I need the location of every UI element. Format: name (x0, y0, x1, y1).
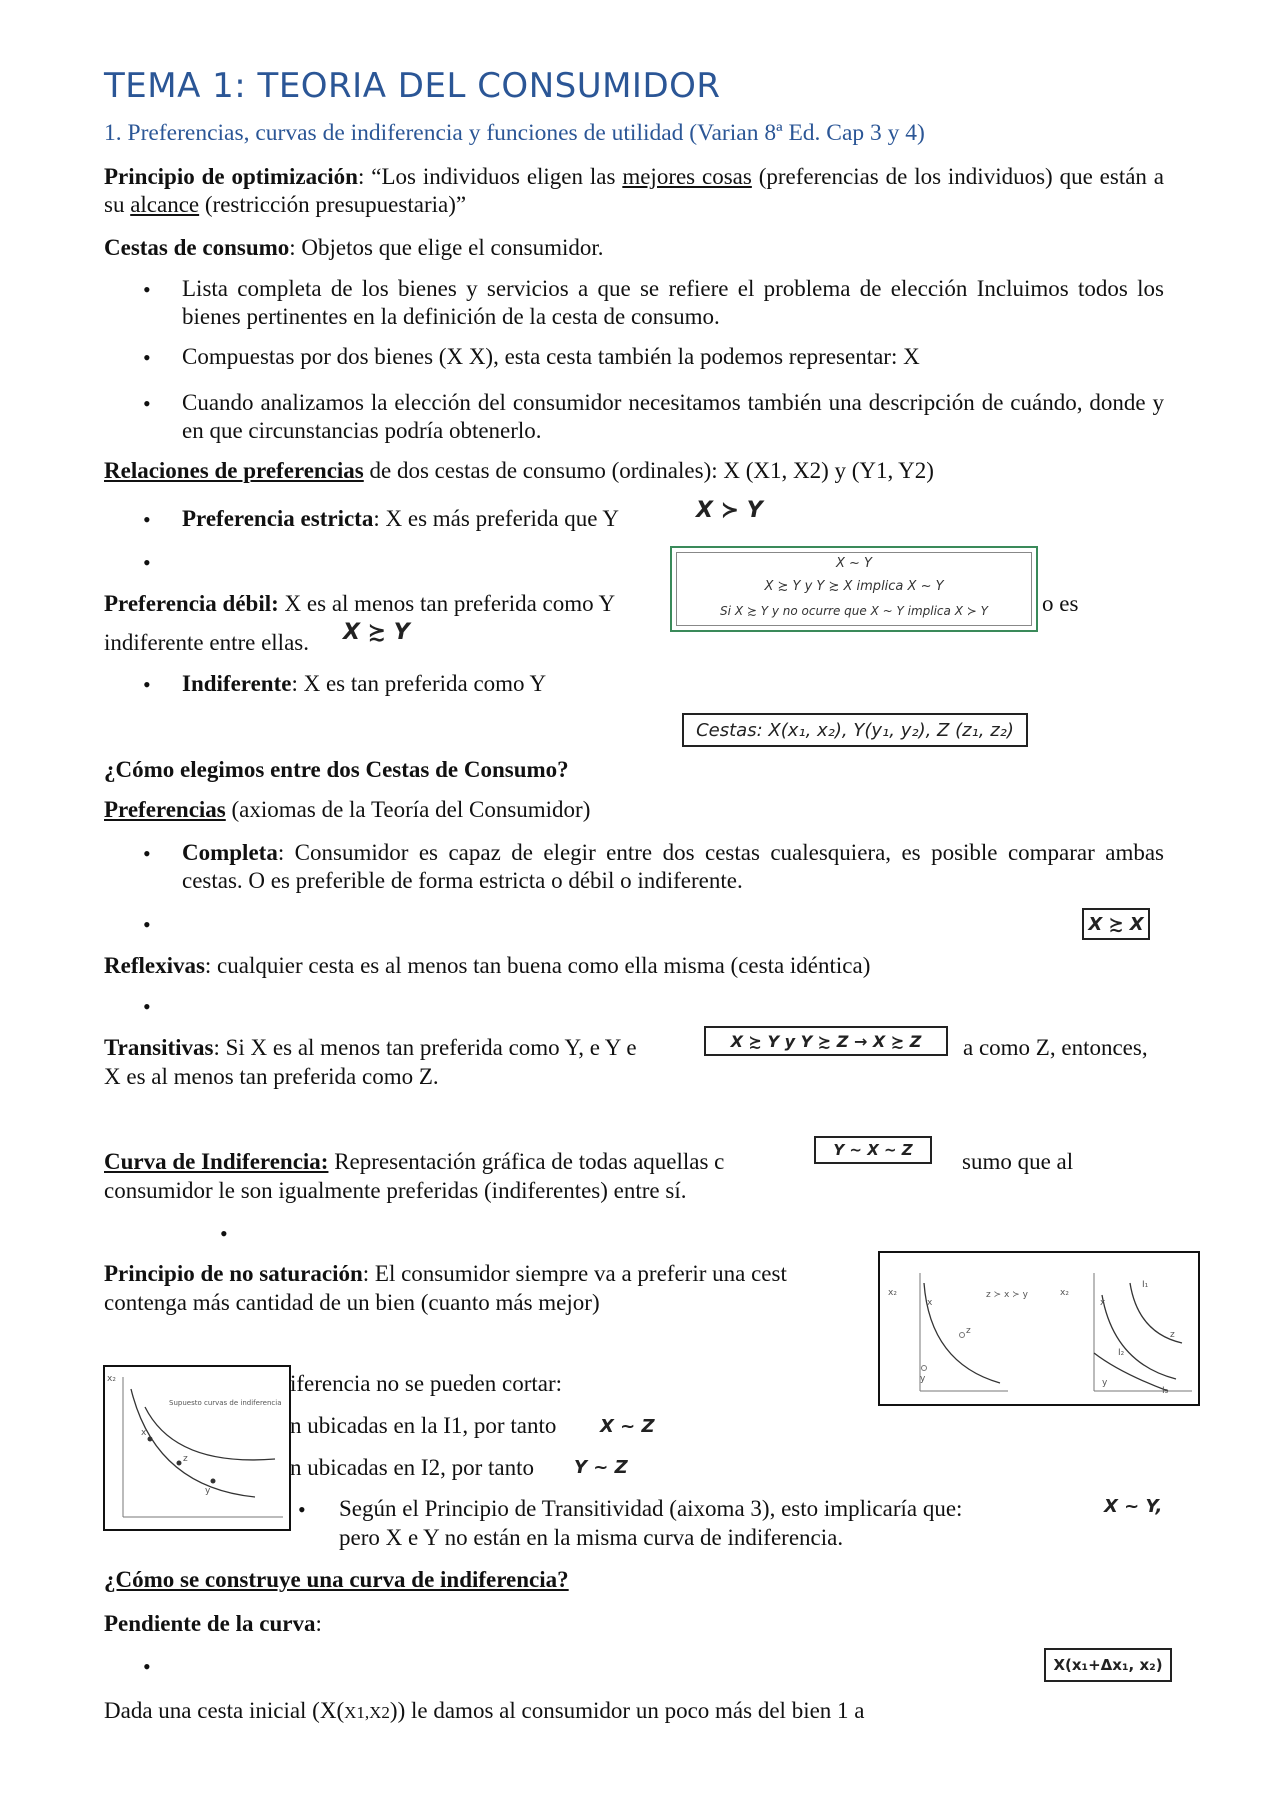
text: n ubicadas en I2, por tanto (290, 1455, 534, 1480)
transitiva-paragraph (104, 1034, 637, 1062)
math-expression: X ≿ Y (343, 620, 410, 645)
list-item: Compuestas por dos bienes (X X), esta cesta también la podemos representar: X (182, 344, 920, 369)
point-label: y (920, 1374, 926, 1384)
text: sumo que al (962, 1149, 1074, 1174)
definition-line: X ≿ Y y Y ≿ X implica X ~ Y (764, 579, 944, 594)
math-expression: X ~ Z (600, 1416, 655, 1437)
definitions-box (670, 546, 1038, 632)
bullet-glyph: • (220, 1221, 228, 1246)
bullet-glyph: • (298, 1497, 306, 1522)
point-label: z (1170, 1330, 1175, 1340)
text: Representación gráfica de todas aquellas c (328, 1149, 725, 1174)
text: : (315, 1611, 322, 1636)
math-expression: X ≻ Y (696, 498, 763, 523)
bullet-glyph: • (143, 994, 151, 1019)
math-expression: Y ~ Z (574, 1457, 628, 1478)
completa-label: Completa (182, 840, 278, 865)
point-label: y (1102, 1378, 1108, 1388)
text: o es (1042, 591, 1079, 616)
text: iferencia no se pueden cortar: (290, 1371, 563, 1396)
no-saturacion-paragraph (104, 1260, 787, 1288)
text: : X es tan preferida como Y (291, 671, 547, 696)
axis-label: x₂ (888, 1288, 897, 1298)
text: X es al menos tan preferida como Z. (104, 1064, 439, 1089)
curve-label: I₃ (1162, 1386, 1169, 1396)
no-saturacion-graph (880, 1253, 1198, 1404)
pendiente-math-box: X(x₁+Δx₁, x₂) (1044, 1648, 1172, 1682)
transitiva-label: Transitivas (104, 1035, 214, 1060)
point-label: x (141, 1428, 147, 1438)
pendiente-paragraph (104, 1610, 322, 1638)
point-label: x (1100, 1298, 1106, 1308)
text: (preferencias de los individuos) que están a su (104, 164, 1165, 217)
curve-label: I₂ (1118, 1348, 1125, 1358)
section-heading: 1. Preferencias, curvas de indiferencia y funciones de utilidad (Varian 8ª Ed. Cap 3 y 4) (104, 120, 925, 146)
page-title: TEMA 1: TEORIA DEL CONSUMIDOR (104, 66, 721, 106)
text: : X es más preferida que Y (373, 506, 620, 531)
bullet-glyph: • (143, 912, 151, 937)
preferencias-label: Preferencias (104, 797, 226, 822)
text: pero X e Y no están en la misma curva de indiferencia. (339, 1525, 844, 1550)
estricta-label: Preferencia estricta (182, 506, 374, 531)
text: Dada una cesta inicial (X( (104, 1698, 345, 1723)
math-expression: X ~ Y, (1104, 1496, 1163, 1517)
text: Según el Principio de Transitividad (aixoma 3), esto implicaría que: (339, 1496, 963, 1521)
preferencias-paragraph (104, 796, 590, 824)
point-label: y (205, 1486, 211, 1496)
construye-heading: ¿Cómo se construye una curva de indiferencia? (104, 1567, 569, 1592)
relaciones-label: Relaciones de preferencias (104, 458, 364, 483)
curva-paragraph (104, 1148, 724, 1176)
curva-math-box: Y ~ X ~ Z (814, 1136, 932, 1164)
bullet-glyph: • (143, 345, 151, 370)
text: consumidor le son igualmente preferidas (indiferentes) entre sí. (104, 1178, 687, 1203)
axis-label: x₂ (107, 1374, 116, 1384)
cestas-box: Cestas: X(x₁, x₂), Y(y₁, y₂), Z (z₁, z₂) (682, 713, 1028, 747)
text: indiferente entre ellas. (104, 630, 309, 655)
text: n ubicadas en la I1, por tanto (290, 1413, 557, 1438)
point-label: z (966, 1326, 971, 1336)
relaciones-paragraph (104, 457, 934, 485)
bullet-glyph: • (143, 841, 151, 866)
small-text: X1,X2 (344, 1703, 390, 1722)
underlined-text: mejores cosas (622, 164, 752, 189)
definition-line: X ~ Y (835, 556, 872, 571)
transitiva-math-box: X ≿ Y y Y ≿ Z → X ≿ Z (704, 1026, 948, 1056)
bullet-glyph: • (143, 672, 151, 697)
point-label: z (183, 1454, 188, 1464)
bullet-glyph: • (143, 507, 151, 532)
reflexiva-label: Reflexivas (104, 953, 205, 978)
pendiente-label: Pendiente de la curva (104, 1611, 316, 1636)
optimizacion-paragraph (104, 163, 1164, 219)
text: de dos cestas de consumo (ordinales): X (X1, X2) y (Y1, Y2) (363, 458, 934, 483)
underlined-text: alcance (130, 192, 200, 217)
cortes-graph (105, 1367, 289, 1529)
figure-caption: Supuesto curvas de indiferencia (169, 1399, 282, 1407)
text: : cualquier cesta es al menos tan buena como ella misma (cesta idéntica) (204, 953, 871, 978)
ranking-label: z ≻ x ≻ y (986, 1290, 1028, 1300)
debil-paragraph (104, 590, 615, 618)
bullet-glyph: • (143, 1654, 151, 1679)
como-elegimos-heading: ¿Cómo elegimos entre dos Cestas de Consumo? (104, 757, 569, 782)
curve-label: I₁ (1142, 1280, 1149, 1290)
cestas-label: Cestas de consumo (104, 235, 290, 260)
cortes-figure (103, 1365, 291, 1531)
no-saturacion-figure (878, 1251, 1200, 1406)
debil-label: Preferencia débil: (104, 591, 279, 616)
text: : Objetos que elige el consumidor. (289, 235, 604, 260)
text: a como Z, entonces, (963, 1035, 1148, 1060)
point-label: x (927, 1298, 933, 1308)
bullet-glyph: • (143, 550, 151, 575)
list-item: Lista completa de los bienes y servicios a que se refiere el problema de elección Incluimos todos los bienes pertinentes en la definición de la cesta de consumo. (182, 276, 1164, 329)
estricta-item (182, 505, 619, 533)
indiferente-label: Indiferente (182, 671, 292, 696)
bullet-glyph: • (143, 391, 151, 416)
reflexiva-math-box: X ≿ X (1082, 908, 1150, 940)
text: : El consumidor siempre va a preferir una cest (362, 1261, 787, 1286)
definition-line: Si X ≿ Y y no ocurre que X ~ Y implica X ≻ Y (720, 604, 988, 618)
last-paragraph (104, 1697, 865, 1727)
text: : Consumidor es capaz de elegir entre dos cestas cualesquiera, es posible comparar ambas cestas. O es preferible de forma estricta o débil o indiferente. (182, 840, 1164, 893)
text: : Si X es al menos tan preferida como Y, e Y e (213, 1035, 637, 1060)
text: )) le damos al consumidor un poco más del bien 1 a (389, 1698, 865, 1723)
text: : “Los individuos eligen las (357, 164, 623, 189)
optimizacion-label: Principio de optimización (104, 164, 358, 189)
axis-label: x₂ (1060, 1288, 1069, 1298)
indiferente-item (182, 670, 546, 698)
curva-label: Curva de Indiferencia: (104, 1149, 329, 1174)
text: (restricción presupuestaria)” (199, 192, 467, 217)
no-saturacion-label: Principio de no saturación (104, 1261, 363, 1286)
completa-item (182, 839, 1164, 895)
text: (axiomas de la Teoría del Consumidor) (225, 797, 591, 822)
text: contenga más cantidad de un bien (cuanto más mejor) (104, 1290, 600, 1315)
list-item: Cuando analizamos la elección del consumidor necesitamos también una descripción de cuándo, donde y en que circunstancias podría obtenerlo. (182, 390, 1164, 443)
bullet-glyph: • (143, 277, 151, 302)
text: X es al menos tan preferida como Y (278, 591, 616, 616)
reflexiva-paragraph (104, 952, 870, 980)
cestas-paragraph (104, 234, 604, 262)
